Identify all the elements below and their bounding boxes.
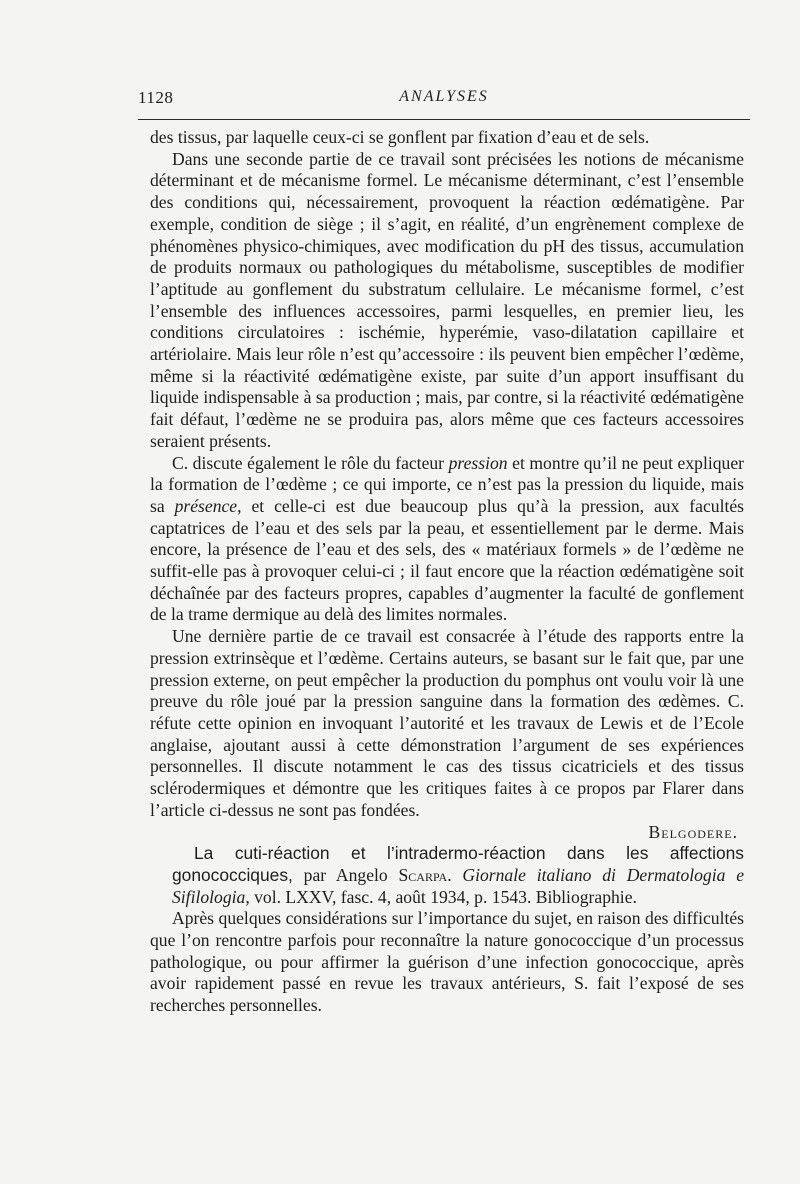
emphasis-pression: pression (448, 452, 508, 473)
paragraph-pressure (150, 453, 744, 627)
article-title: La cuti-réaction et l’intradermo-réaction dans les affections gonococciques, (172, 843, 744, 885)
emphasis-presence: présence (174, 495, 238, 516)
article-abstract: Après quelques considérations sur l’importance du sujet, en raison des difficultés que l’on rencontre parfois pour reconnaître la nature gonococcique d’un processus pathologique, ou pour affirmer la guérison d’une infection gonococcique, après avoir rapidement passé en revue les travaux antérieurs, S. fait l’exposé de ses recherches personnelles. (150, 908, 744, 1016)
article-author-sep: . (447, 864, 463, 885)
paragraph-pressure-text-1: C. discute également le rôle du facteur (172, 452, 449, 473)
paragraph-continuation: des tissus, par laquelle ceux-ci se gonflent par fixation d’eau et de sels. (150, 127, 650, 147)
article-reference: vol. LXXV, fasc. 4, août 1934, p. 1543. Bibliographie. (249, 886, 637, 907)
article-by: par Angelo (292, 864, 399, 885)
paragraph-pressure-text-2: et montre qu’il ne peut expliquer la formation de l’œdème ; ce qui importe, ce n’est pas la pression du liquide, mais sa (150, 452, 744, 516)
page-body (150, 127, 744, 1017)
page-number: 1128 (138, 88, 174, 107)
running-title: ANALYSES (399, 88, 489, 105)
article-heading (150, 843, 744, 908)
paragraph-mechanisms: Dans une seconde partie de ce travail sont précisées les notions de mécanisme déterminant et de mécanisme formel. Le mécanisme déterminant, c’est l’ensemble des conditions qui, nécessairement, provoquent la réaction œdématigène. Par exemple, condition de siège ; il s’agit, en réalité, d’un engrènement complexe de phénomènes physico-chimiques, avec modification du pH des tissus, accumulation de produits normaux ou pathologiques du métabolisme, susceptibles de modifier l’aptitude au gonflement du substratum cellulaire. Le mécanisme formel, c’est l’ensemble des influences accessoires, parmi lesquelles, en premier lieu, les conditions circulatoires : ischémie, hyperémie, vaso-dilatation capillaire et artériolaire. Mais leur rôle n’est qu’accessoire : ils peuvent bien empêcher l’œdème, même si la réactivité œdématigène existe, par suite d’un apport insuffisant du liquide indispensable à sa production ; mais, par contre, si la réactivité œdématigène fait défaut, l’œdème ne se produira pas, alors même que ces facteurs accessoires seraient présents. (150, 148, 744, 451)
article-author: Scarpa (398, 864, 448, 885)
reviewer-signature: Belgodere. (648, 821, 738, 842)
article-journal: Giornale italiano di Dermatologia e Sifilologia, (172, 864, 745, 907)
header-rule (138, 119, 750, 120)
paragraph-pressure-text-3: , et celle-ci est due beaucoup plus qu’à la pression, aux facultés captatrices de l’eau et des sels par la peau, et essentiellement par le derme. Mais encore, la présence de l’eau et des sels, des « matériaux formels » de l’œdème ne suffit-elle pas à provoquer celui-ci ; il faut encore que la réaction œdématigène soit déchaînée par des facteurs propres, capables d’augmenter la faculté de gonflement de la trame dermique au delà des limites normales. (150, 495, 744, 625)
paragraph-extrinsic-pressure: Une dernière partie de ce travail est consacrée à l’étude des rapports entre la pression extrinsèque et l’œdème. Certains auteurs, se basant sur le fait que, par une pression externe, on peut empêcher la production du pomphus ont voulu voir là une preuve du rôle joué par la pression sanguine dans la formation des œdèmes. C. réfute cette opinion en invoquant l’autorité et les travaux de Lewis et de l’Ecole anglaise, ajoutant aussi à cette démonstration l’argument de ses expériences personnelles. Il discute notamment le cas des tissus cicatriciels et des tissus sclérodermiques et démontre que les critiques faites à ce propos par Flarer dans l’article ci-dessus ne sont pas fondées. (150, 626, 744, 820)
page-header (138, 88, 750, 112)
